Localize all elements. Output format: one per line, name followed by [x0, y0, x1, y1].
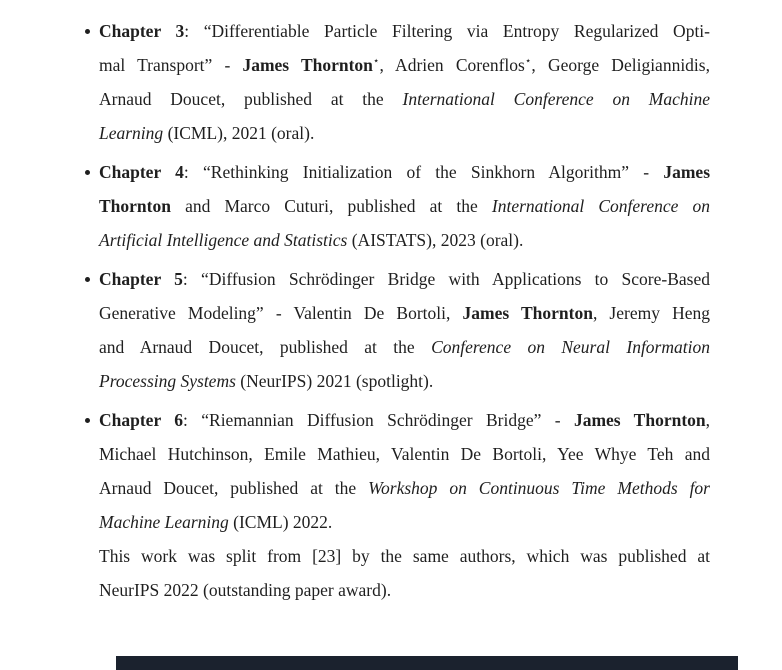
text-run: Thornton [99, 196, 171, 216]
star-superscript: ⋆ [372, 56, 380, 68]
text-line [99, 330, 710, 364]
chapter-3-item [0, 14, 782, 150]
text-line [99, 262, 710, 296]
text-run: Chapter 5 [99, 269, 183, 289]
text-line [99, 539, 710, 573]
bullet-icon [85, 418, 90, 423]
text-line [99, 116, 710, 150]
bullet-list [0, 14, 782, 607]
text-line [99, 403, 710, 437]
text-run: Generative Modeling” - Valentin De Bortoli, [99, 303, 463, 323]
text-line [99, 364, 710, 398]
text-run: Arnaud Doucet, published at the [99, 478, 369, 498]
text-line [99, 437, 710, 471]
text-run: International Conference on Machine [402, 89, 711, 109]
text-run: Artificial Intelligence and Statistics [99, 230, 348, 250]
text-run: NeurIPS 2022 (outstanding paper award). [99, 580, 392, 600]
bullet-icon [85, 29, 90, 34]
text-run: James Thornton [462, 303, 593, 323]
text-run: : “Differentiable Particle Filtering via Entropy Regularized Opti- [184, 21, 710, 41]
text-run: Learning [99, 123, 164, 143]
text-run: , [705, 410, 710, 430]
chapter-4-item [0, 155, 782, 257]
text-run: Processing Systems [99, 371, 236, 391]
text-run: Chapter 3 [99, 21, 185, 41]
text-run: (AISTATS), 2023 (oral). [347, 230, 524, 250]
text-run: and Marco Cuturi, published at the [170, 196, 492, 216]
text-run: Chapter 4 [99, 162, 184, 182]
text-line [99, 223, 710, 257]
text-run: (NeurIPS) 2021 (spotlight). [235, 371, 434, 391]
text-run: (ICML) 2022. [228, 512, 333, 532]
text-run: , George Deligiannidis, [531, 55, 710, 75]
chapter-6-note [0, 539, 782, 607]
text-run: Workshop on Continuous Time Methods for [368, 478, 710, 498]
star-superscript: ⋆ [524, 56, 532, 68]
text-run: Chapter 6 [99, 410, 184, 430]
bottom-dark-bar [116, 656, 738, 670]
text-run: James Thornton [242, 55, 373, 75]
text-run: James [663, 162, 710, 182]
text-line [99, 471, 710, 505]
text-run: Conference on Neural Information [431, 337, 710, 357]
text-run: , Adrien Corenflos [379, 55, 525, 75]
chapter-6-item [0, 403, 782, 539]
text-run: International Conference on [491, 196, 710, 216]
text-run: This work was split from [23] by the same authors, which was published at [99, 546, 710, 566]
text-run: (ICML), 2021 (oral). [163, 123, 315, 143]
text-run: Arnaud Doucet, published at the [99, 89, 403, 109]
text-line [99, 505, 710, 539]
text-run: James Thornton [573, 410, 706, 430]
text-run: Machine Learning [99, 512, 229, 532]
text-run: , Jeremy Heng [592, 303, 710, 323]
text-line [99, 189, 710, 223]
chapter-5-item [0, 262, 782, 398]
text-run: : “Diffusion Schrödinger Bridge with Applications to Score-Based [182, 269, 710, 289]
text-run: and Arnaud Doucet, published at the [99, 337, 432, 357]
bullet-icon [85, 277, 90, 282]
text-line [99, 296, 710, 330]
text-run: : “Rethinking Initialization of the Sinkhorn Algorithm” - [183, 162, 664, 182]
text-line [99, 82, 710, 116]
bullet-icon [85, 170, 90, 175]
text-line [99, 14, 710, 48]
text-line [99, 48, 710, 82]
text-line [99, 573, 710, 607]
text-run: : “Riemannian Diffusion Schrödinger Bridge” - [183, 410, 574, 430]
text-line [99, 155, 710, 189]
text-run: Michael Hutchinson, Emile Mathieu, Valentin De Bortoli, Yee Whye Teh and [99, 444, 710, 464]
text-run: mal Transport” - [99, 55, 243, 75]
